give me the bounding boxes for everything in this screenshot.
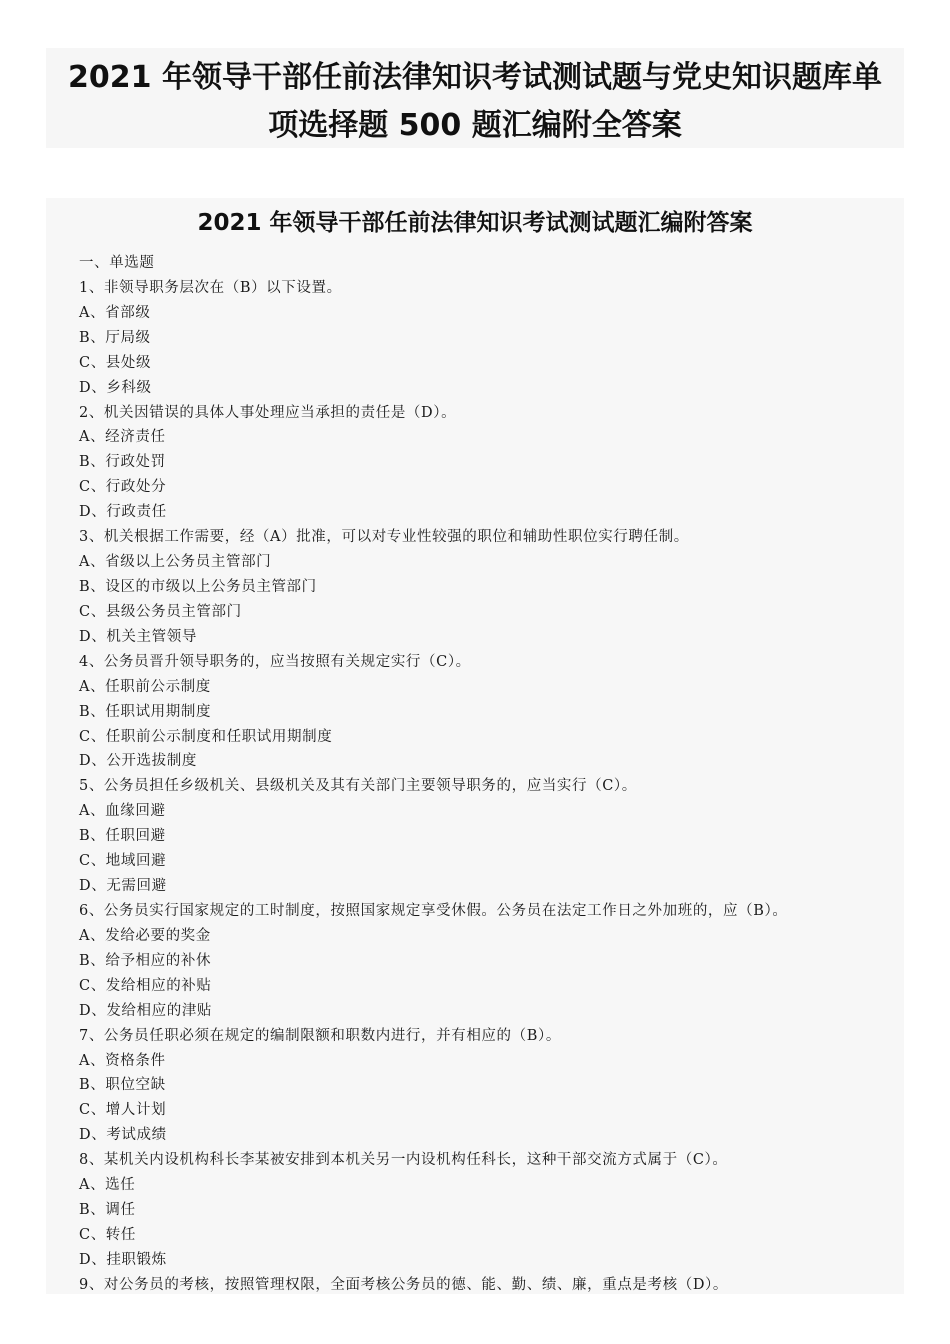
question-6-option-d: D、发给相应的津贴 <box>79 1002 213 1019</box>
question-4-option-a: A、任职前公示制度 <box>79 678 211 695</box>
question-6-option-a: A、发给必要的奖金 <box>79 927 211 944</box>
question-6-option-c: C、发给相应的补贴 <box>79 977 212 994</box>
question-list <box>79 251 899 1298</box>
question-1-option-c: C、县处级 <box>79 354 152 371</box>
question-6-option-b: B、给予相应的补休 <box>79 952 212 969</box>
question-8-option-d: D、挂职锻炼 <box>79 1251 167 1268</box>
question-2-option-a: A、经济责任 <box>79 429 166 446</box>
question-4-option-b: B、任职试用期制度 <box>79 703 212 720</box>
question-5: 5、公务员担任乡级机关、县级机关及其有关部门主要领导职务的，应当实行（C）。 <box>79 778 637 795</box>
question-3-option-b: B、设区的市级以上公务员主管部门 <box>79 578 317 595</box>
question-3-option-c: C、县级公务员主管部门 <box>79 603 242 620</box>
section-heading: 一、单选题 <box>79 255 155 271</box>
question-8: 8、某机关内设机构科长李某被安排到本机关另一内设机构任科长，这种干部交流方式属于（C）。 <box>79 1152 728 1169</box>
question-5-option-a: A、血缘回避 <box>79 803 166 820</box>
question-2: 2、机关因错误的具体人事处理应当承担的责任是（D）。 <box>79 404 457 421</box>
question-7-option-b: B、职位空缺 <box>79 1077 166 1094</box>
document-title-block <box>46 48 904 148</box>
question-1: 1、非领导职务层次在（B）以下设置。 <box>79 279 342 296</box>
question-5-option-c: C、地域回避 <box>79 853 167 870</box>
question-2-option-c: C、行政处分 <box>79 479 167 496</box>
question-8-option-c: C、转任 <box>79 1226 136 1243</box>
question-9: 9、对公务员的考核，按照管理权限，全面考核公务员的德、能、勤、绩、廉，重点是考核（D）。 <box>79 1276 728 1293</box>
document-title-line-1: 2021 年领导干部任前法律知识考试测试题与党史知识题库单 <box>68 60 882 95</box>
section-title: 2021 年领导干部任前法律知识考试测试题汇编附答案 <box>197 210 753 236</box>
question-2-option-d: D、行政责任 <box>79 504 167 521</box>
question-2-option-b: B、行政处罚 <box>79 454 166 471</box>
document-body <box>46 198 904 1294</box>
question-5-option-b: B、任职回避 <box>79 828 166 845</box>
question-1-option-a: A、省部级 <box>79 304 151 321</box>
question-8-option-a: A、选任 <box>79 1177 136 1194</box>
question-3: 3、机关根据工作需要，经（A）批准，可以对专业性较强的职位和辅助性职位实行聘任制。 <box>79 529 689 546</box>
document-title-line-2: 项选择题 500 题汇编附全答案 <box>268 108 682 143</box>
question-5-option-d: D、无需回避 <box>79 878 167 895</box>
question-7-option-d: D、考试成绩 <box>79 1127 167 1144</box>
question-8-option-b: B、调任 <box>79 1202 136 1219</box>
question-7-option-a: A、资格条件 <box>79 1052 166 1069</box>
question-4-option-c: C、任职前公示制度和任职试用期制度 <box>79 728 333 745</box>
question-7: 7、公务员任职必须在规定的编制限额和职数内进行，并有相应的（B）。 <box>79 1027 561 1044</box>
question-3-option-d: D、机关主管领导 <box>79 628 197 645</box>
question-1-option-d: D、乡科级 <box>79 379 152 396</box>
question-6: 6、公务员实行国家规定的工时制度，按照国家规定享受休假。公务员在法定工作日之外加班的，应（B）。 <box>79 902 788 919</box>
question-4-option-d: D、公开选拔制度 <box>79 753 197 770</box>
question-3-option-a: A、省级以上公务员主管部门 <box>79 554 272 571</box>
question-7-option-c: C、增人计划 <box>79 1102 167 1119</box>
question-1-option-b: B、厅局级 <box>79 329 151 346</box>
question-4: 4、公务员晋升领导职务的，应当按照有关规定实行（C）。 <box>79 653 471 670</box>
